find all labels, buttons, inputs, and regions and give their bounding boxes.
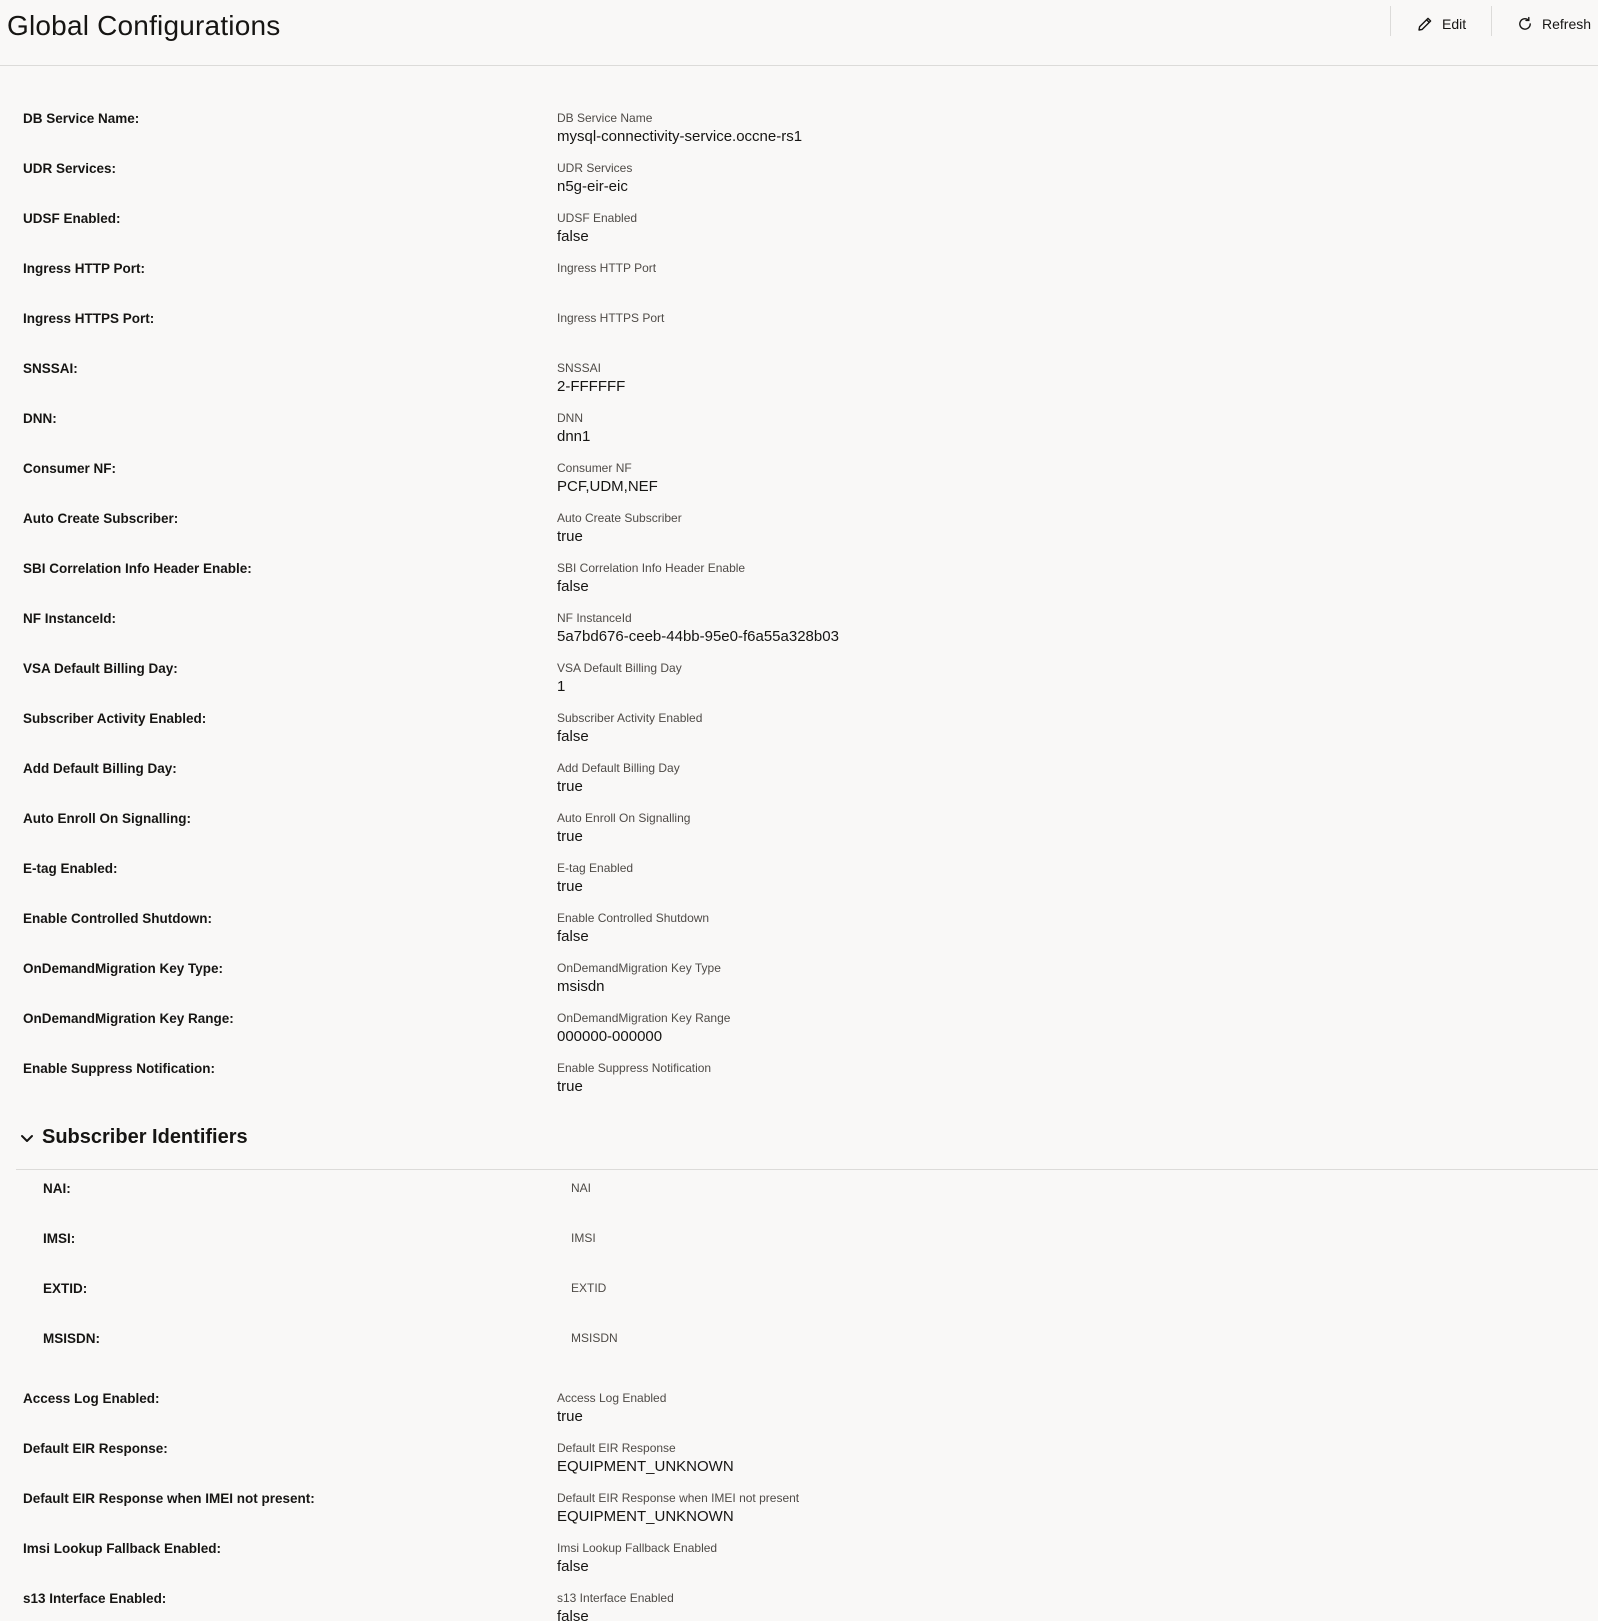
field-row-udr-services bbox=[0, 161, 1598, 211]
field-label: Ingress HTTP Port: bbox=[23, 261, 146, 276]
field-label: NAI: bbox=[43, 1181, 71, 1196]
field-caption: Enable Controlled Shutdown bbox=[557, 911, 710, 925]
field-row-imsi-lookup-fallback-enabled bbox=[0, 1541, 1598, 1591]
readonly-field-access-log-enabled bbox=[557, 1391, 666, 1427]
field-label: s13 Interface Enabled: bbox=[23, 1591, 167, 1606]
field-row-vsa-default-billing-day bbox=[0, 661, 1598, 711]
field-row-extid bbox=[0, 1281, 1598, 1331]
field-row-nai bbox=[0, 1181, 1598, 1231]
field-value: true bbox=[557, 828, 583, 845]
field-value: EQUIPMENT_UNKNOWN bbox=[557, 1458, 734, 1475]
field-label: Subscriber Activity Enabled: bbox=[23, 711, 207, 726]
readonly-field-auto-enroll-on-signalling bbox=[557, 811, 690, 847]
field-row-imsi bbox=[0, 1231, 1598, 1281]
edit-button[interactable] bbox=[1416, 12, 1466, 36]
field-value: 5a7bd676-ceeb-44bb-95e0-f6a55a328b03 bbox=[557, 628, 839, 645]
field-row-default-eir-response bbox=[0, 1441, 1598, 1491]
field-value: msisdn bbox=[557, 978, 605, 995]
field-row-msisdn bbox=[0, 1331, 1598, 1381]
field-caption: Ingress HTTPS Port bbox=[557, 311, 665, 325]
readonly-field-dnn bbox=[557, 411, 590, 447]
field-row-enable-controlled-shutdown bbox=[0, 911, 1598, 961]
field-caption: Subscriber Activity Enabled bbox=[557, 711, 703, 725]
edit-label: Edit bbox=[1442, 16, 1467, 32]
field-label: DB Service Name: bbox=[23, 111, 140, 126]
field-value: n5g-eir-eic bbox=[557, 178, 628, 195]
field-caption: MSISDN bbox=[571, 1331, 618, 1345]
field-label: EXTID: bbox=[43, 1281, 88, 1296]
toolbar-divider bbox=[1491, 6, 1492, 36]
field-row-ondemandmigration-key-type bbox=[0, 961, 1598, 1011]
field-label: OnDemandMigration Key Range: bbox=[23, 1011, 234, 1026]
field-row-add-default-billing-day bbox=[0, 761, 1598, 811]
field-label: UDR Services: bbox=[23, 161, 117, 176]
field-value: true bbox=[557, 528, 583, 545]
field-value: true bbox=[557, 778, 583, 795]
field-row-auto-enroll-on-signalling bbox=[0, 811, 1598, 861]
field-value: 1 bbox=[557, 678, 566, 695]
field-label: Auto Create Subscriber: bbox=[23, 511, 179, 526]
field-label: DNN: bbox=[23, 411, 57, 426]
field-value: 2-FFFFFF bbox=[557, 378, 626, 395]
field-value: false bbox=[557, 578, 589, 595]
field-label: Add Default Billing Day: bbox=[23, 761, 177, 776]
readonly-field-ingress-https-port bbox=[557, 311, 664, 327]
field-caption: OnDemandMigration Key Type bbox=[557, 961, 721, 975]
field-value: true bbox=[557, 878, 583, 895]
field-caption: Default EIR Response when IMEI not present bbox=[557, 1491, 800, 1505]
readonly-field-e-tag-enabled bbox=[557, 861, 633, 897]
field-caption: SNSSAI bbox=[557, 361, 602, 375]
field-value: false bbox=[557, 1608, 589, 1621]
field-row-ingress-https-port bbox=[0, 311, 1598, 361]
readonly-field-vsa-default-billing-day bbox=[557, 661, 682, 697]
field-row-auto-create-subscriber bbox=[0, 511, 1598, 561]
field-value: EQUIPMENT_UNKNOWN bbox=[557, 1508, 734, 1525]
field-label: MSISDN: bbox=[43, 1331, 100, 1346]
refresh-button[interactable] bbox=[1516, 12, 1591, 36]
readonly-field-default-eir-response-when-imei-not-present bbox=[557, 1491, 799, 1527]
field-label: SNSSAI: bbox=[23, 361, 78, 376]
readonly-field-ondemandmigration-key-range bbox=[557, 1011, 730, 1047]
readonly-field-msisdn bbox=[571, 1331, 618, 1347]
readonly-field-imsi-lookup-fallback-enabled bbox=[557, 1541, 717, 1577]
field-caption: OnDemandMigration Key Range bbox=[557, 1011, 731, 1025]
field-row-db-service-name bbox=[0, 111, 1598, 161]
field-value: PCF,UDM,NEF bbox=[557, 478, 658, 495]
field-label: SBI Correlation Info Header Enable: bbox=[23, 561, 252, 576]
refresh-icon bbox=[1516, 15, 1534, 33]
readonly-field-sbi-correlation-info-header-enable bbox=[557, 561, 745, 597]
field-row-snssai bbox=[0, 361, 1598, 411]
field-value: true bbox=[557, 1408, 583, 1425]
field-caption: Consumer NF bbox=[557, 461, 632, 475]
field-row-ingress-http-port bbox=[0, 261, 1598, 311]
field-caption: UDR Services bbox=[557, 161, 633, 175]
field-value: false bbox=[557, 928, 589, 945]
field-caption: Ingress HTTP Port bbox=[557, 261, 657, 275]
field-label: Ingress HTTPS Port: bbox=[23, 311, 155, 326]
field-caption: NAI bbox=[571, 1181, 592, 1195]
readonly-field-auto-create-subscriber bbox=[557, 511, 682, 547]
pencil-icon bbox=[1416, 15, 1434, 33]
field-caption: Add Default Billing Day bbox=[557, 761, 680, 775]
readonly-field-snssai bbox=[557, 361, 625, 397]
readonly-field-imsi bbox=[571, 1231, 596, 1247]
field-caption: Enable Suppress Notification bbox=[557, 1061, 712, 1075]
field-value: true bbox=[557, 1078, 583, 1095]
field-caption: DB Service Name bbox=[557, 111, 653, 125]
field-value: false bbox=[557, 1558, 589, 1575]
field-row-sbi-correlation-info-header-enable bbox=[0, 561, 1598, 611]
readonly-field-nf-instanceid bbox=[557, 611, 839, 647]
field-caption: EXTID bbox=[571, 1281, 607, 1295]
field-caption: UDSF Enabled bbox=[557, 211, 638, 225]
field-label: Imsi Lookup Fallback Enabled: bbox=[23, 1541, 222, 1556]
field-caption: s13 Interface Enabled bbox=[557, 1591, 674, 1605]
field-caption: IMSI bbox=[571, 1231, 596, 1245]
refresh-label: Refresh bbox=[1542, 16, 1592, 32]
field-value: false bbox=[557, 728, 589, 745]
field-row-dnn bbox=[0, 411, 1598, 461]
field-caption: NF InstanceId bbox=[557, 611, 632, 625]
readonly-field-extid bbox=[571, 1281, 606, 1297]
field-row-ondemandmigration-key-range bbox=[0, 1011, 1598, 1061]
field-caption: SBI Correlation Info Header Enable bbox=[557, 561, 746, 575]
field-label: OnDemandMigration Key Type: bbox=[23, 961, 224, 976]
field-caption: E-tag Enabled bbox=[557, 861, 634, 875]
field-label: UDSF Enabled: bbox=[23, 211, 121, 226]
readonly-field-ingress-http-port bbox=[557, 261, 656, 277]
chevron-down-icon[interactable] bbox=[18, 1129, 36, 1147]
field-caption: Auto Enroll On Signalling bbox=[557, 811, 691, 825]
subscriber-identifiers-header[interactable] bbox=[16, 1125, 1598, 1170]
field-value: 000000-000000 bbox=[557, 1028, 663, 1045]
readonly-field-db-service-name bbox=[557, 111, 802, 147]
field-row-udsf-enabled bbox=[0, 211, 1598, 261]
readonly-field-add-default-billing-day bbox=[557, 761, 680, 797]
field-label: E-tag Enabled: bbox=[23, 861, 118, 876]
field-caption: Access Log Enabled bbox=[557, 1391, 667, 1405]
readonly-field-enable-controlled-shutdown bbox=[557, 911, 709, 947]
field-value: dnn1 bbox=[557, 428, 591, 445]
field-caption: Default EIR Response bbox=[557, 1441, 676, 1455]
field-caption: VSA Default Billing Day bbox=[557, 661, 682, 675]
readonly-field-udr-services bbox=[557, 161, 632, 197]
field-row-consumer-nf bbox=[0, 461, 1598, 511]
readonly-field-s13-interface-enabled bbox=[557, 1591, 674, 1621]
field-label: VSA Default Billing Day: bbox=[23, 661, 178, 676]
field-label: Consumer NF: bbox=[23, 461, 117, 476]
toolbar-divider bbox=[1390, 6, 1391, 36]
field-row-default-eir-response-when-imei-not-present bbox=[0, 1491, 1598, 1541]
readonly-field-default-eir-response bbox=[557, 1441, 734, 1477]
page-title: Global Configurations bbox=[7, 10, 281, 41]
readonly-field-nai bbox=[571, 1181, 591, 1197]
readonly-field-udsf-enabled bbox=[557, 211, 637, 247]
field-row-s13-interface-enabled bbox=[0, 1591, 1598, 1621]
field-label: Enable Suppress Notification: bbox=[23, 1061, 216, 1076]
field-value: false bbox=[557, 228, 589, 245]
field-caption: Auto Create Subscriber bbox=[557, 511, 682, 525]
field-label: IMSI: bbox=[43, 1231, 76, 1246]
subscriber-identifiers-title: Subscriber Identifiers bbox=[42, 1126, 248, 1148]
field-label: Enable Controlled Shutdown: bbox=[23, 911, 212, 926]
field-row-access-log-enabled bbox=[0, 1391, 1598, 1441]
field-row-nf-instanceid bbox=[0, 611, 1598, 661]
field-caption: DNN bbox=[557, 411, 583, 425]
field-label: NF InstanceId: bbox=[23, 611, 117, 626]
field-label: Default EIR Response: bbox=[23, 1441, 168, 1456]
readonly-field-enable-suppress-notification bbox=[557, 1061, 711, 1097]
field-row-enable-suppress-notification bbox=[0, 1061, 1598, 1111]
field-label: Access Log Enabled: bbox=[23, 1391, 160, 1406]
readonly-field-ondemandmigration-key-type bbox=[557, 961, 721, 997]
field-caption: Imsi Lookup Fallback Enabled bbox=[557, 1541, 718, 1555]
field-row-subscriber-activity-enabled bbox=[0, 711, 1598, 761]
page-header bbox=[0, 0, 1598, 66]
field-label: Default EIR Response when IMEI not present: bbox=[23, 1491, 315, 1506]
field-value: mysql-connectivity-service.occne-rs1 bbox=[557, 128, 803, 145]
field-row-e-tag-enabled bbox=[0, 861, 1598, 911]
field-label: Auto Enroll On Signalling: bbox=[23, 811, 191, 826]
readonly-field-consumer-nf bbox=[557, 461, 658, 497]
readonly-field-subscriber-activity-enabled bbox=[557, 711, 702, 747]
